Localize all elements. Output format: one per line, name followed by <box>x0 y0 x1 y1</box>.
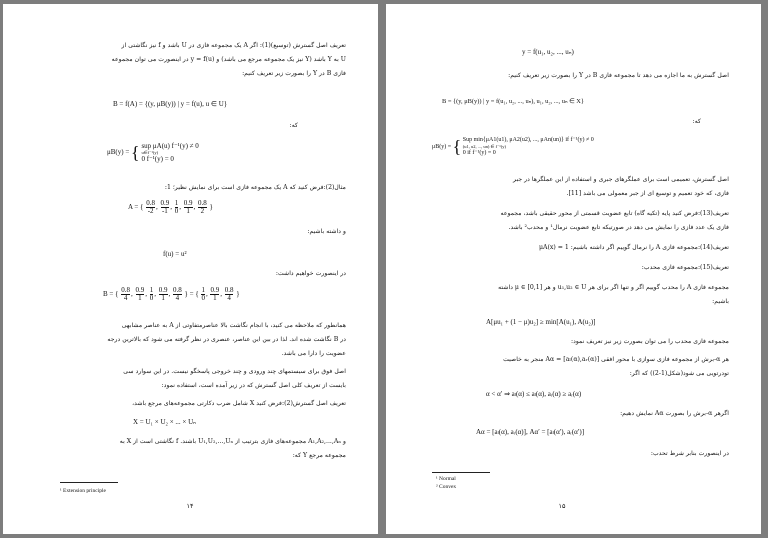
text-line: باشیم: <box>712 298 729 305</box>
text-line: عضویت را دارا می باشد. <box>281 350 346 357</box>
footnote: ² Convex <box>436 484 457 490</box>
text-line: اصل گسترش، تعمیمی است برای عملگرهای جبری و استفاده از این عملگرها در جبر <box>513 176 729 183</box>
text-line: اصل فوق برای سیستمهای چند ورودی و چند خروجی پاسخگو نیست. در این سوارد سی <box>123 368 346 375</box>
footnote: ¹ Normal <box>436 476 456 482</box>
text-line: مجموعه فازی محدب را می توان بصورت زیر نیز تعریف نمود: <box>571 338 729 345</box>
fraction: $\frac{1}{0}$ <box>174 199 179 215</box>
equation-case: sup μA(u) f⁻¹(y) ≠ 0 <box>141 142 199 150</box>
text-line: در اینصورت خواهیم داشت: <box>275 270 346 277</box>
equation: α < α′ ⇒ aₗ(α) ≤ aₗ(α), aᵣ(α) ≥ aᵣ(α) <box>486 390 582 398</box>
equation-lhs: μB(y) = <box>107 148 130 157</box>
text-line: مجموعه فازی A را محدب گوییم اگر و تنها اگر برای هر u₁,u₂ ∈ U و هر μ ∈ [0,1] داشته <box>498 284 729 291</box>
text-line: تودرتویی می شود(شکل(1-2)) که اگر: <box>629 370 729 377</box>
fraction: $\frac{0.8}{2}$ <box>198 199 207 215</box>
left-page <box>3 4 378 534</box>
text-line: فازی B در Y را بصورت زیر تعریف کنیم: <box>242 70 346 77</box>
equation-case: 0 f⁻¹(y) = 0 <box>141 155 174 163</box>
equation-lhs: A = <box>128 203 139 212</box>
text-line: مجموعه مرجع Y که: <box>292 452 346 459</box>
footnote-rule <box>432 472 490 473</box>
page-number: ۱۵ <box>558 502 566 510</box>
text-line: تعریف(15):مجموعه فازی محدب: <box>641 264 729 271</box>
fraction: $\frac{0.9}{1}$ <box>183 199 193 215</box>
text-line: و داشته باشیم: <box>307 228 346 235</box>
fraction: $\frac{0.9}{1}$ <box>158 286 168 302</box>
equation: A[μu₁ + (1 − μ)u₂] ≥ min[A(u₁), A(u₂)] <box>486 318 596 326</box>
equation: y = f(u₁, u₂, ..., uₙ) <box>522 48 574 56</box>
text-line: که: <box>289 122 298 129</box>
equation: A = { $\frac{0.8}{-2}$ , $\frac{0.9}{-1}$ , $\frac{1}{0}$ , $\frac{0.9}{1}$ , $\frac{0.8}{2}$ } <box>128 199 213 215</box>
text-line: تعریف(14):مجموعه فازی A را نرمال گوییم اگر داشته باشیم: μA(x) = 1 <box>538 244 729 251</box>
text-line: تعریف اصل گسترش(2):فرض کنید X شامل ضرب دکارتی مجموعه‌های مرجع باشد، <box>132 400 346 407</box>
fraction: $\frac{0.8}{-2}$ <box>146 199 155 215</box>
text-line: فازی، که خود تعمیم و توسیع ای از جبر معمولی می باشد [11]. <box>566 190 729 197</box>
text-line: که: <box>692 118 701 125</box>
fraction: $\frac{0.8}{4}$ <box>224 286 234 302</box>
equation: B = f(A) = {(y, μB(y)) | y = f(u), u ∈ U} <box>113 100 228 108</box>
text-line: و A₁,A₂,...,Aₙ مجموعه‌های فازی بترتیب از U₁,U₂,...,Uₙ باشند. f نگاشتی است از X به <box>119 438 346 445</box>
text-line: در اینصورت بنابر شرط تحدب: <box>650 450 729 457</box>
text-line: U به Y باشد (Y نیز یک مجموعه مرجع می باشد) و y = f(u) در اینصورت می توان مجموعه <box>111 56 346 63</box>
page-number: ۱۴ <box>186 502 194 510</box>
text-line: تعریف(13):فرض کنید پایه (تکیه گاه) تابع عضویت قسمتی از محور حقیقی باشد، مجموعه <box>500 210 729 217</box>
piecewise-equation: μB(y) = { sup μA(u) f⁻¹(y) ≠ 0 u∈f⁻¹(y) 0 f⁻¹(y) = 0 <box>107 142 199 163</box>
text-line: تعریف اصل گسترش (توسیع)(1): اگر A یک مجموعه فازی در U باشد و f نیز نگاشتی از <box>121 42 346 49</box>
footnote: ¹ Extension principle <box>60 488 106 494</box>
text-line: همانطور که ملاحظه می کنید، با انجام نگاشت بالا عناصرمتفاوتی از A به عناصر مشابهی <box>121 322 346 329</box>
fraction: $\frac{1}{0}$ <box>201 286 205 302</box>
text-line: بایست از تعریف کلی اصل گسترش که در زیر آمده است، استفاده نمود: <box>161 382 346 389</box>
fraction: $\frac{0.8}{4}$ <box>121 286 130 302</box>
fraction: $\frac{0.9}{1}$ <box>135 286 145 302</box>
equation: B = {(y, μB(y)) | y = f(u₁, u₂, ..., uₙ), u₁, u₂, ..., uₙ ∈ X} <box>442 98 584 105</box>
text-line: فازی یک عدد فازی را نمایش می دهد در صورتیکه تابع عضویت نرمال¹ و محدب² باشد. <box>508 224 729 231</box>
fraction: $\frac{0.9}{1}$ <box>210 286 220 302</box>
fraction: $\frac{0.8}{4}$ <box>173 286 182 302</box>
right-page <box>386 4 761 534</box>
equation-subscript: u∈f⁻¹(y) <box>141 150 159 155</box>
text-line: اگرهر α-برش را بصورت Aα نمایش دهیم: <box>620 410 729 417</box>
equation: B = { $\frac{0.8}{4}$ , $\frac{0.9}{1}$ , $\frac{1}{0}$ , $\frac{0.9}{1}$ , $\frac{0.8}{4}$ } = { $\frac{1}{0}$ , $\frac{0.9}{1}$ , $\frac{0.8}{4}$ } <box>103 286 240 302</box>
equation: f(u) = u² <box>163 250 187 258</box>
text-line: مثال(2):فرض کنید که A یک مجموعه فازی است برای نمایش نظیر؛ 1: <box>164 184 346 191</box>
equation: Aα = [aₗ(α), aᵣ(α)], Aα′ = [aₗ(α′), aᵣ(α′)] <box>476 428 585 436</box>
text-line: هر α-برش از مجموعه فازی سوازی با محور افقی [aₗ(α),aᵣ(α)] = Aα منجر به خاصیت <box>503 356 729 363</box>
fraction: $\frac{1}{0}$ <box>149 286 154 302</box>
text-line: در B نگاشت شده اند. لذا در بین این عناصر، عنصری در نظر گرفته می شود که بالاترین درجه <box>107 336 346 343</box>
text-line: اصل گسترش به ما اجازه می دهد تا مجموعه فازی B در Y را بصورت زیر تعریف کنیم: <box>508 72 729 79</box>
footnote-rule <box>60 482 118 483</box>
piecewise-equation: μB(y) = { Sup min{μA1(u1), μA2(u2), ..., μAn(un)} if f⁻¹(y) ≠ 0 (u1, u2, ..., un) ∈ f⁻¹(y) 0 if f⁻¹(y) = 0 <box>432 136 594 157</box>
equation: X = U₁ × U₂ × ... × Uₙ <box>133 418 196 426</box>
fraction: $\frac{0.9}{-1}$ <box>160 199 170 215</box>
